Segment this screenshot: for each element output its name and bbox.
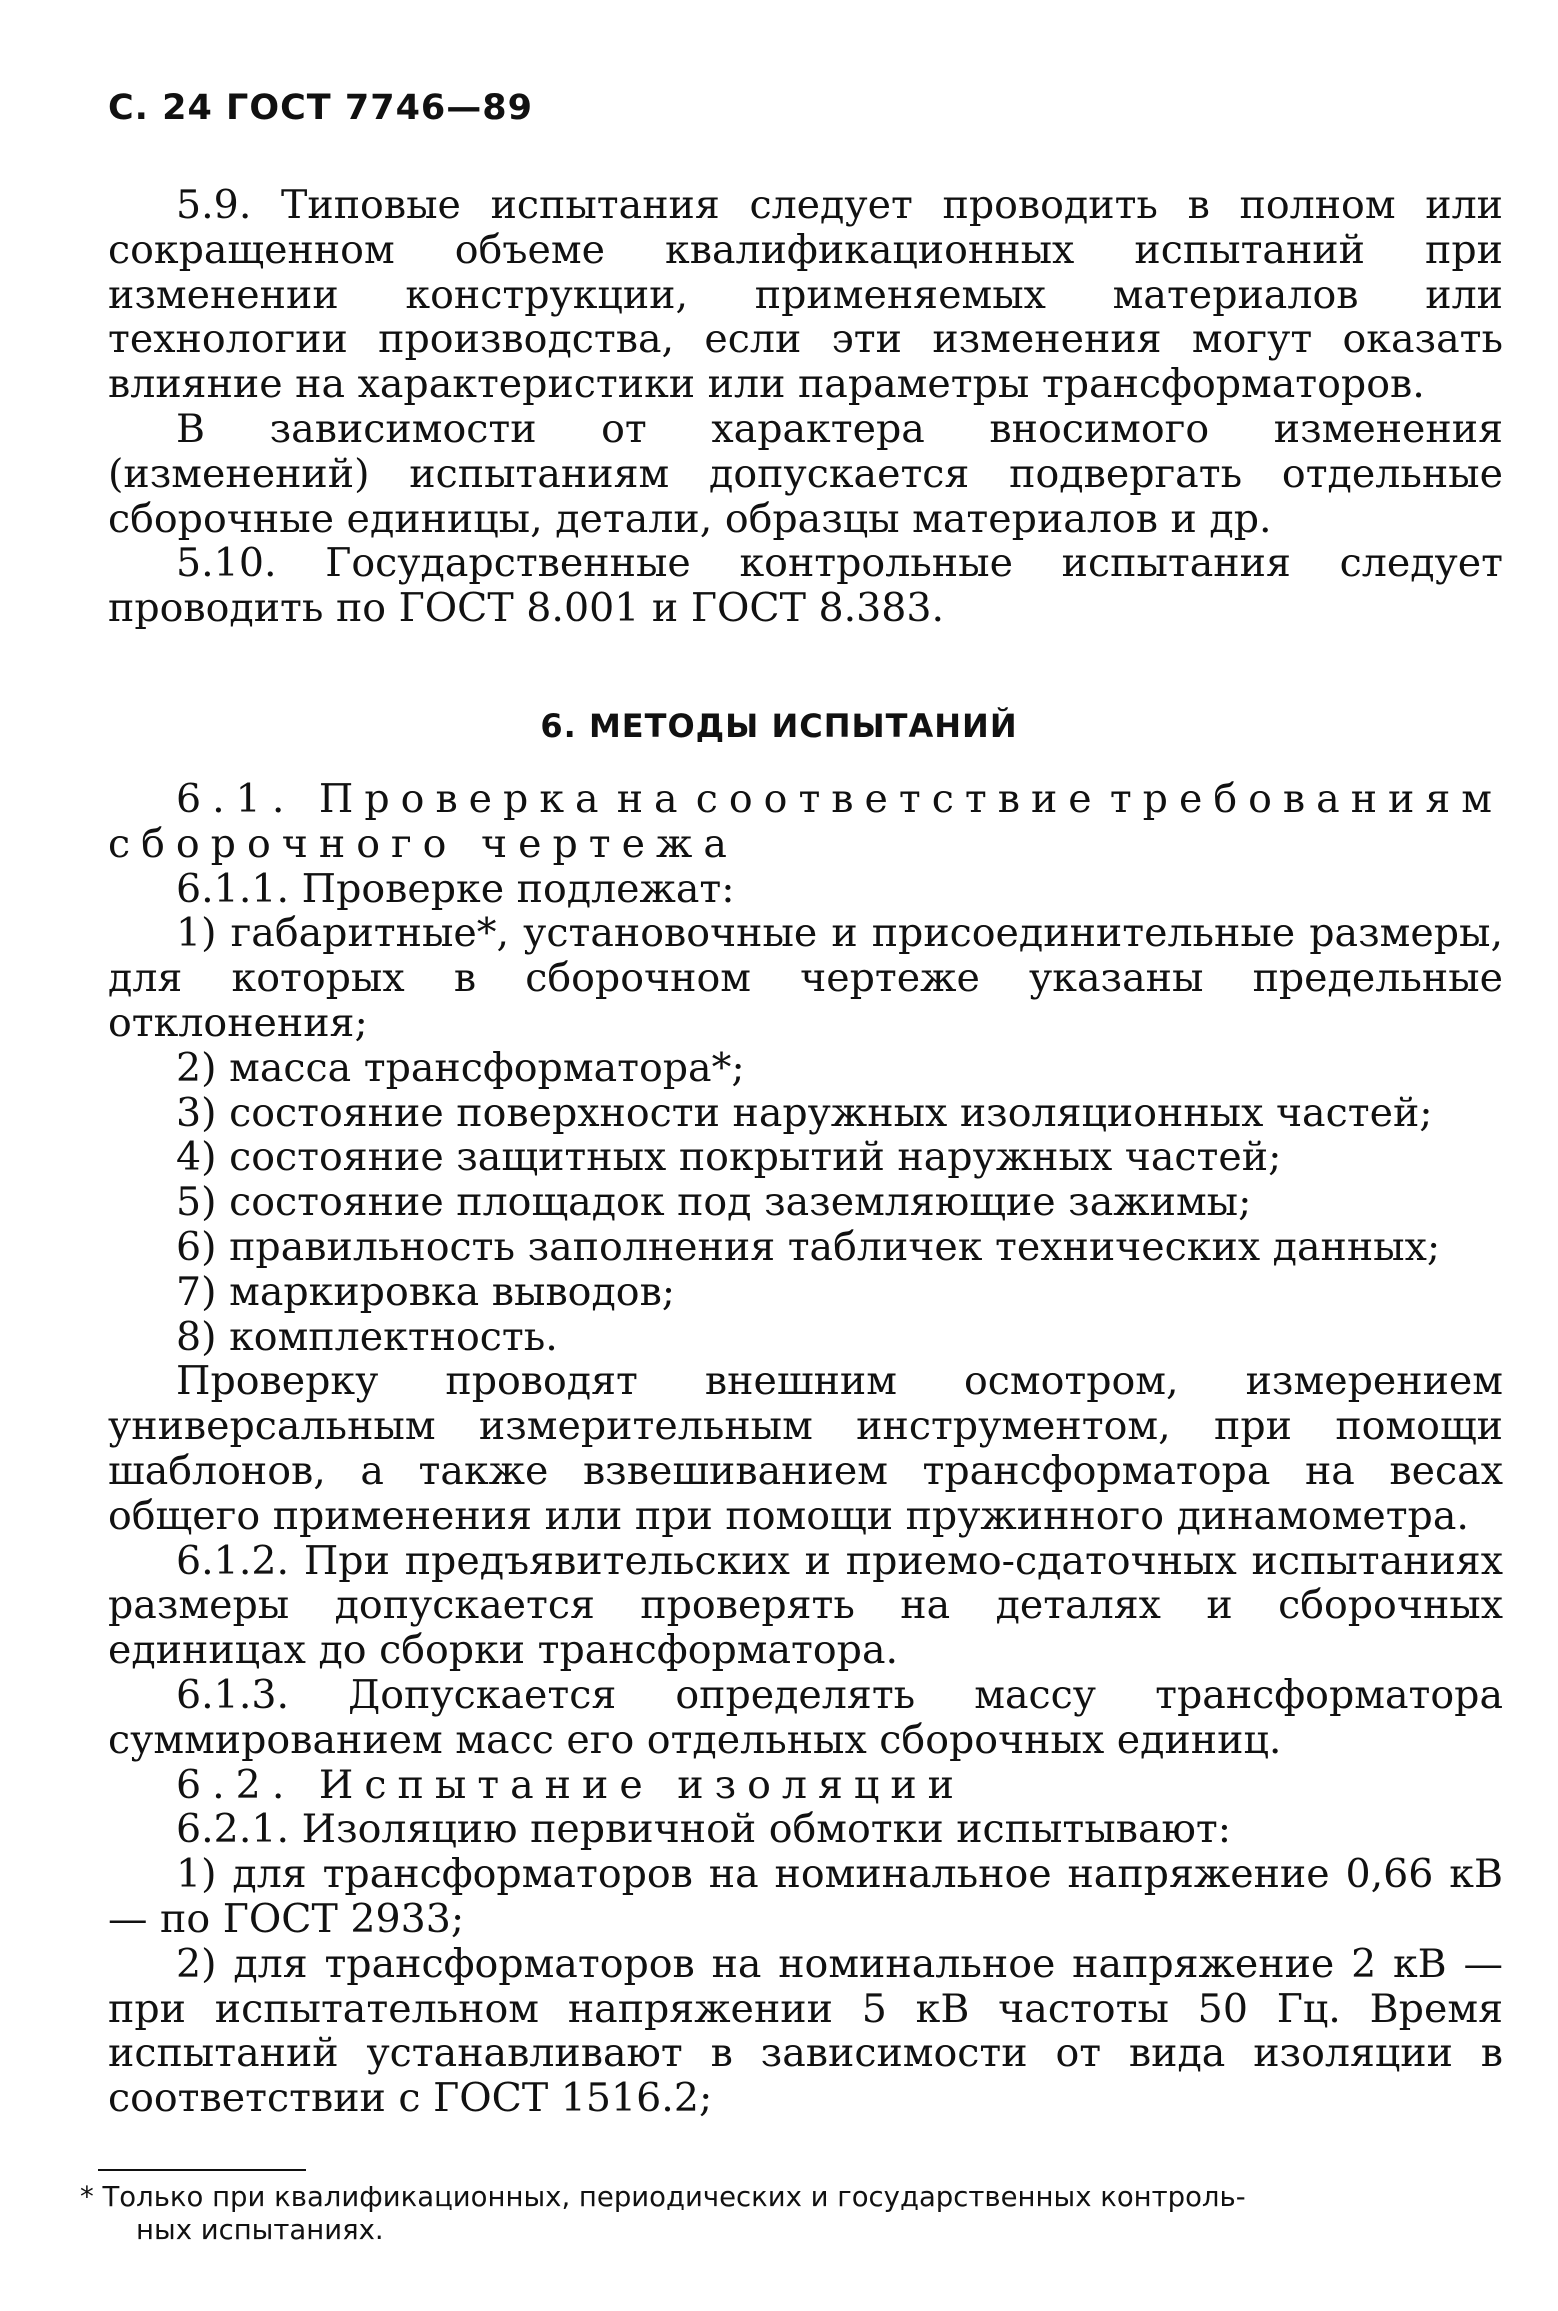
list-item: 4) состояние защитных покрытий наружных частей;	[176, 1134, 1282, 1181]
heading-word: соответствие	[695, 776, 1103, 822]
footnote-line: ных испытаниях.	[136, 2214, 384, 2246]
paragraph-check-method: Проверку проводят внешним осмотром, измерением универсальным измерительным инструментом, при помощи шаблонов, а также взвешиванием трансформатора на весах общего применения или при помощи пружинного динамометра.	[108, 1358, 1503, 1539]
footnote-line: * Только при квалификационных, периодических и государственных контроль-	[80, 2181, 1246, 2213]
list-item: 8) комплектность.	[176, 1313, 558, 1360]
section-title-6: 6. МЕТОДЫ ИСПЫТАНИЙ	[540, 707, 1018, 745]
list-item: 3) состояние поверхности наружных изоляционных частей;	[176, 1089, 1433, 1136]
heading-word: 6.1. Проверка	[176, 776, 610, 822]
paragraph-5-9: 5.9. Типовые испытания следует проводить в полном или сокращенном объеме квалификационных испытаний при изменении конструкции, применяемых материалов или технологии производства, если эти изменения могут оказать влияние на характеристики или параметры трансформаторов.	[108, 182, 1503, 408]
text-block-6	[108, 777, 1503, 2121]
paragraph-6-2-1-item-2: 2) для трансформаторов на номинальное напряжение 2 кВ — при испытательном напряжении 5 кВ частоты 50 Гц. Время испытаний устанавливают в зависимости от вида изоляции в соответствии с ГОСТ 1516.2;	[108, 1940, 1503, 2122]
paragraph-5-9-cont: В зависимости от характера вносимого изменения (изменений) испытаниям допускается подвергать отдельные сборочные единицы, детали, образцы материалов и др.	[108, 405, 1503, 542]
heading-word: на	[616, 776, 689, 822]
subsection-6-1-heading	[176, 777, 1503, 822]
paragraph-5-10: 5.10. Государственные контрольные испытания следует проводить по ГОСТ 8.001 и ГОСТ 8.383.	[108, 540, 1503, 632]
list-item: 7) маркировка выводов;	[176, 1268, 676, 1315]
subsection-6-2-heading: 6.2. Испытание изоляции	[176, 1761, 965, 1808]
paragraph-6-1-1: 6.1.1. Проверке подлежат:	[176, 865, 735, 912]
footnote	[80, 2181, 1505, 2247]
paragraph-6-1-2: 6.1.2. При предъявительских и приемо-сдаточных испытаниях размеры допускается проверять на деталях и сборочных единицах до сборки трансформатора.	[108, 1537, 1503, 1674]
footnote-divider	[98, 2169, 306, 2171]
paragraph-6-2-1: 6.2.1. Изоляцию первичной обмотки испытывают:	[176, 1806, 1232, 1853]
list-item: 6) правильность заполнения табличек технических данных;	[176, 1223, 1441, 1270]
paragraph-6-2-1-item-1: 1) для трансформаторов на номинальное напряжение 0,66 кВ— по ГОСТ 2933;	[108, 1851, 1503, 1942]
text-block-5	[108, 183, 1503, 631]
page-header: С. 24 ГОСТ 7746—89	[108, 88, 533, 128]
list-item: 5) состояние площадок под заземляющие зажимы;	[176, 1179, 1252, 1226]
paragraph-6-1-3: 6.1.3. Допускается определять массу трансформатора суммированием масс его отдельных сборочных единиц.	[108, 1671, 1503, 1763]
list-item: 2) масса трансформатора*;	[176, 1044, 745, 1091]
heading-word: требованиям	[1109, 776, 1503, 822]
subsection-6-1-heading-cont: сборочного чертежа	[108, 820, 738, 867]
list-item: 1) габаритные*, установочные и присоединительные размеры, для которых в сборочном чертеже указаны предельные отклонения;	[108, 910, 1503, 1046]
